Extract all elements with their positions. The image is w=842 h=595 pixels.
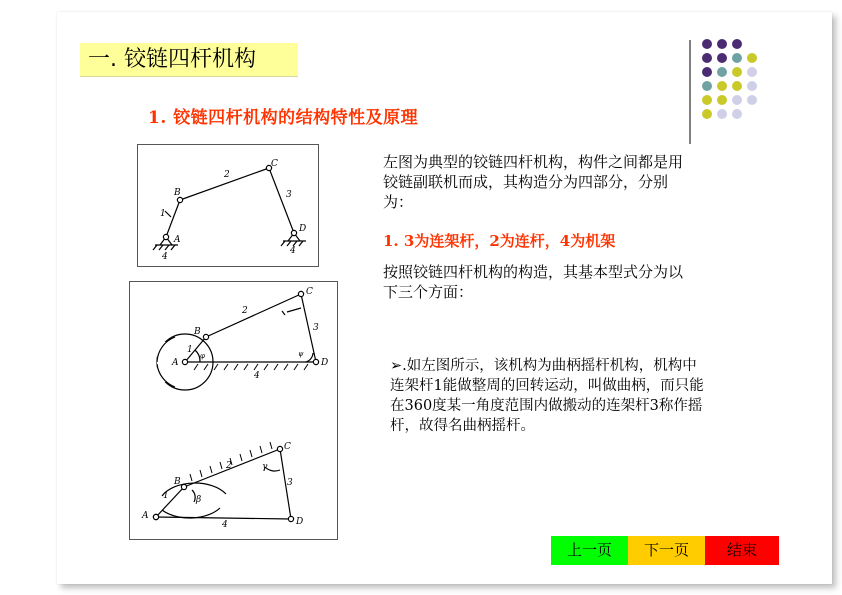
decorative-dot: [732, 95, 742, 105]
end-button[interactable]: 结束: [705, 536, 779, 565]
fig1-label-a: A: [174, 235, 181, 245]
fig2-bottom-label-b: B: [174, 477, 181, 487]
fig2-top-label-b: B: [194, 327, 201, 337]
decorative-dot: [702, 109, 712, 119]
fig2-bottom-label-1: 1: [163, 491, 169, 501]
page-title: 一. 铰链四杆机构: [80, 43, 298, 77]
fig2-top-label-d: D: [321, 358, 329, 368]
fig2-bottom-label-c: C: [284, 442, 291, 452]
fig1-label-2: 2: [224, 170, 230, 180]
fig2-bottom-label-a: A: [142, 511, 149, 521]
figure-four-bar-linkage: [137, 144, 319, 267]
decorative-dot: [747, 95, 757, 105]
decorative-dot: [717, 81, 727, 91]
fig2-top-label-phi: φ: [200, 352, 205, 360]
fig1-label-d: D: [299, 224, 307, 234]
decorative-dot: [702, 53, 712, 63]
section-subtitle: 1. 铰链四杆机构的结构特性及原理: [148, 108, 419, 128]
fig2-top-label-c: C: [306, 287, 313, 297]
fig1-label-3: 3: [286, 190, 292, 200]
fig2-bottom-label-d: D: [296, 517, 304, 527]
fig2-top-label-psi: ψ: [298, 350, 304, 358]
decorative-dot: [747, 67, 757, 77]
prev-page-button[interactable]: 上一页: [551, 536, 628, 565]
fig2-bottom-label-4: 4: [222, 520, 228, 530]
decorative-dot: [732, 109, 742, 119]
fig2-bottom-label-gamma: γ: [262, 462, 268, 472]
decorative-dot: [717, 95, 727, 105]
fig2-bottom-label-2: 2: [226, 461, 232, 471]
fig2-top-label-1: 1: [187, 345, 193, 355]
decorative-dot: [717, 39, 727, 49]
next-page-button[interactable]: 下一页: [628, 536, 705, 565]
fig2-top-label-4: 4: [254, 371, 260, 381]
fig2-top-label-3: 3: [313, 323, 319, 333]
decorative-dot: [732, 39, 742, 49]
component-summary: 1. 3为连架杆，2为连杆，4为机架: [383, 232, 616, 250]
figure-crank-rocker: [129, 281, 338, 540]
decorative-dot: [732, 53, 742, 63]
decorative-dot-grid: [0, 0, 842, 160]
fig1-label-1: 1: [160, 209, 166, 219]
fig1-label-c: C: [271, 159, 278, 169]
decorative-dot: [702, 39, 712, 49]
fig1-label-4a: 4: [162, 252, 168, 262]
types-paragraph: 按照铰链四杆机构的构造，其基本型式分为以下三个方面：: [383, 263, 684, 301]
decorative-dot: [702, 81, 712, 91]
decorative-dot: [702, 95, 712, 105]
fig2-top-label-2: 2: [242, 306, 248, 316]
decorative-dot: [732, 67, 742, 77]
fig1-label-b: B: [174, 188, 181, 198]
decorative-dot: [717, 53, 727, 63]
decorative-dot: [717, 67, 727, 77]
decorative-dot: [747, 53, 757, 63]
fig2-top-label-a: A: [172, 358, 179, 368]
fig2-bottom-label-3: 3: [287, 478, 293, 488]
intro-paragraph: 左图为典型的铰链四杆机构，构件之间都是用铰链副联机而成，其构造分为四部分，分别为：: [383, 153, 684, 211]
decorative-dot: [747, 81, 757, 91]
crank-rocker-paragraph: ➢.如左图所示，该机构为曲柄摇杆机构，机构中连架杆1能做整周的回转运动，叫做曲柄，而只能在360度某一角度范围内做搬动的连架杆3称作摇杆，故得名曲柄摇杆。: [390, 358, 704, 434]
fig1-label-4b: 4: [290, 246, 296, 256]
decorative-dot: [717, 109, 727, 119]
fig2-bottom-label-beta: β: [196, 495, 202, 505]
decorative-dot: [732, 81, 742, 91]
decorative-dot: [702, 67, 712, 77]
